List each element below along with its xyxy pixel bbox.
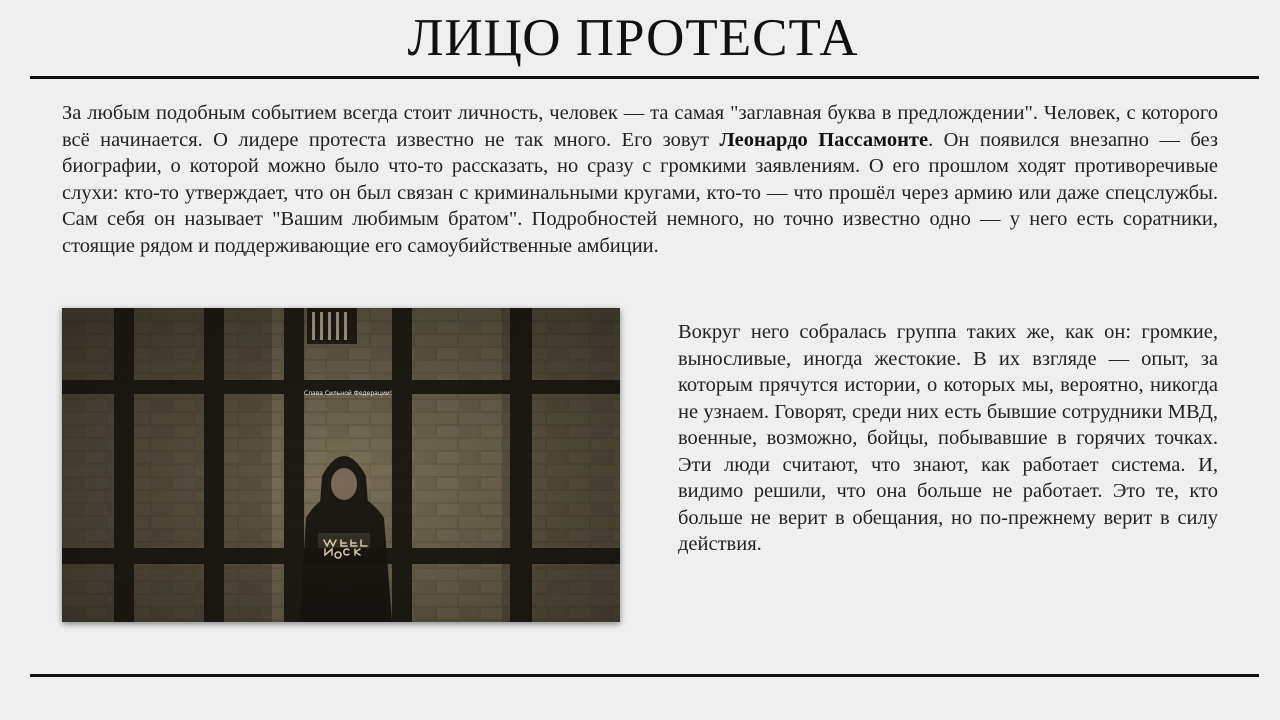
top-divider	[30, 76, 1259, 79]
page-title: ЛИЦО ПРОТЕСТА	[407, 9, 859, 67]
prison-cell-image	[62, 308, 620, 622]
side-paragraph: Вокруг него собралась группа таких же, как он: громкие, выносливые, иногда жестокие. В их взгляде — опыт, за которым прячутся истории, о которых мы, вероятно, никогда не узнаем. Говорят, среди них есть бывшие сотрудники МВД, военные, возможно, бойцы, побывавшие в горячих точках. Эти люди считают, что знают, как работает система. И, видимо решили, что она больше не работает. Это те, кто больше не верит в обещания, но по-прежнему верит в силу действия.	[678, 321, 1218, 555]
game-screenshot	[62, 308, 620, 622]
intro-text-part-1: За любым подобным событием всегда стоит личность, человек — та самая "заглавная буква в предлождении". Человек, с которого всё начинается. О лидере протеста известно не так много. Его зовут	[62, 102, 1218, 151]
leader-name: Леонардо Пассамонте	[719, 128, 929, 151]
game-chat-caption: Слава Сильной Федерации!	[304, 390, 393, 397]
intro-paragraph	[62, 100, 1218, 259]
intro-text-part-2: . Он появился внезапно — без биографии, о которой можно было что-то рассказать, но сразу с громкими заявлениям. О его прошлом ходят противоречивые слухи: кто-то утверждает, что он был связан с криминальными кругами, кто-то — что прошёл через армию или даже спецслужбы. Сам себя он называет "Вашим любимым братом". Подробностей немного, но точно известно одно — у него есть соратники, стоящие рядом и поддерживающие его самоубийственные амбиции.	[62, 128, 1219, 257]
bottom-divider	[30, 674, 1259, 677]
